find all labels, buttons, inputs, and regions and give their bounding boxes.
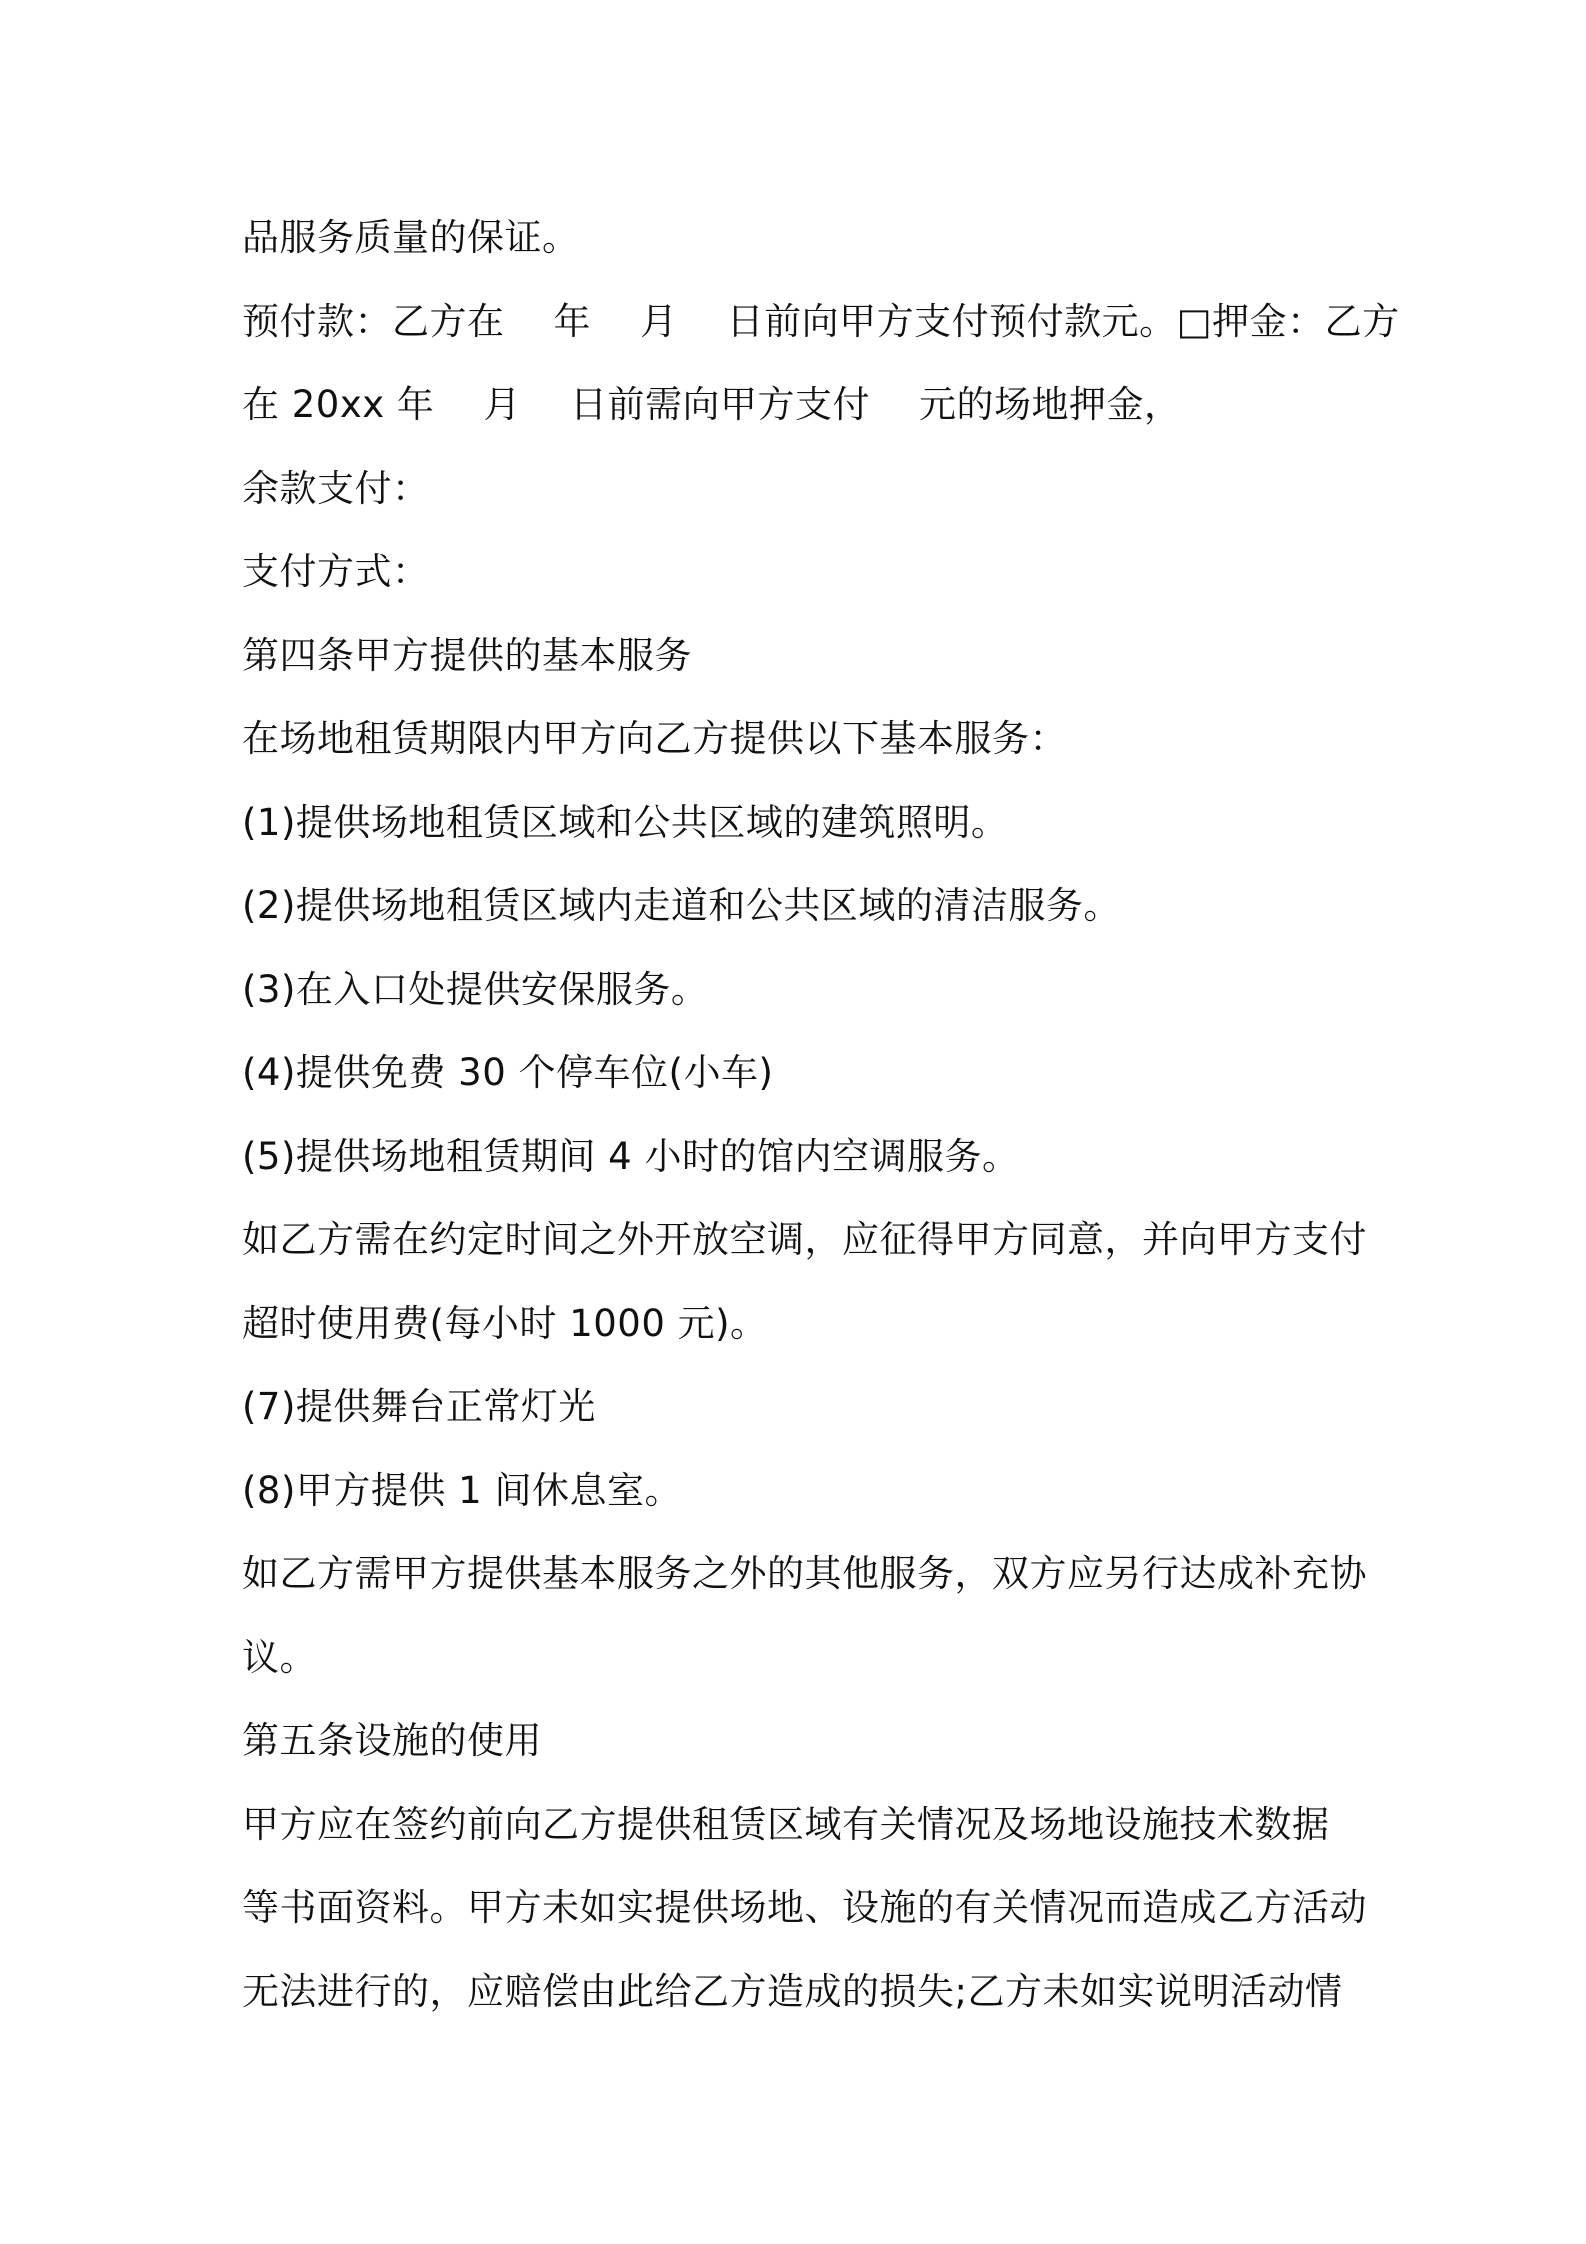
- text-line: 余款支付：: [242, 466, 430, 510]
- text-line: 支付方式：: [242, 550, 430, 593]
- text-line: 议。: [242, 1635, 317, 1679]
- text-line: 甲方应在签约前向乙方提供租赁区域有关情况及场地设施技术数据: [242, 1802, 1330, 1846]
- text-line: 在 20xx 年 月 日前需向甲方支付 元的场地押金，: [242, 383, 1182, 426]
- text-line: 在场地租赁期限内甲方向乙方提供以下基本服务：: [242, 717, 1067, 760]
- section-heading: 第五条设施的使用: [242, 1719, 542, 1762]
- list-item: (4)提供免费 30 个停车位(小车): [242, 1051, 774, 1094]
- document-body: [242, 196, 1400, 2033]
- text-line: 超时使用费(每小时 1000 元)。: [242, 1301, 768, 1345]
- list-item: (2)提供场地租赁区域内走道和公共区域的清洁服务。: [242, 884, 1121, 927]
- list-item: (5)提供场地租赁期间 4 小时的馆内空调服务。: [242, 1134, 1020, 1178]
- list-item: (8)甲方提供 1 间休息室。: [242, 1468, 682, 1512]
- list-item: (3)在入口处提供安保服务。: [242, 967, 709, 1011]
- text-line: 品服务质量的保证。: [242, 216, 580, 259]
- text-line: 如乙方需甲方提供基本服务之外的其他服务，双方应另行达成补充协: [242, 1552, 1367, 1595]
- text-line: 无法进行的，应赔偿由此给乙方造成的损失;乙方未如实说明活动情: [242, 1969, 1343, 2013]
- text-line: 预付款：乙方在 年 月 日前向甲方支付预付款元。□押金：乙方: [242, 299, 1400, 343]
- list-item: (1)提供场地租赁区域和公共区域的建筑照明。: [242, 800, 1009, 844]
- list-item: (7)提供舞台正常灯光: [242, 1385, 596, 1428]
- section-heading: 第四条甲方提供的基本服务: [242, 633, 692, 677]
- text-line: 等书面资料。甲方未如实提供场地、设施的有关情况而造成乙方活动: [242, 1886, 1367, 1929]
- text-line: 如乙方需在约定时间之外开放空调，应征得甲方同意，并向甲方支付: [242, 1218, 1367, 1261]
